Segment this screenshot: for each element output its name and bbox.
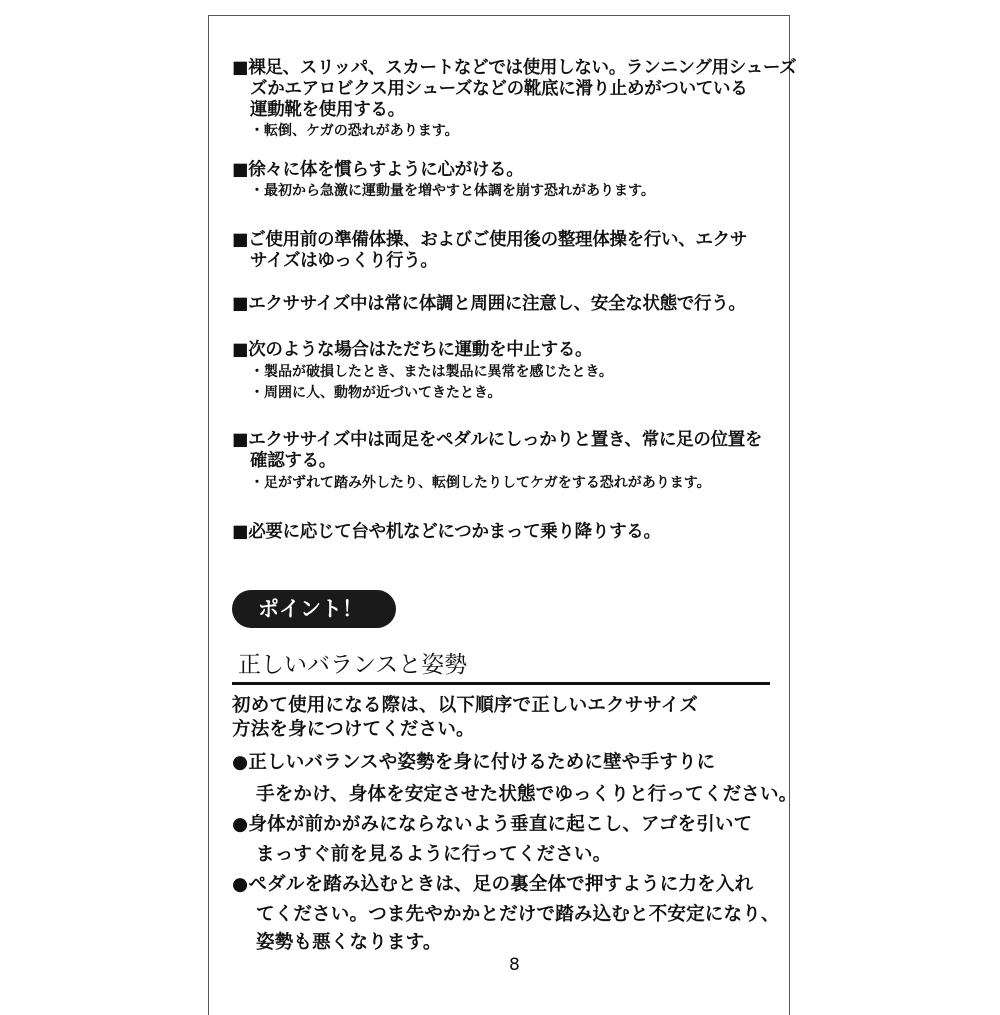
caution-3-line-2: サイズはゆっくり行う。 [250, 251, 438, 271]
caution-2-line-1: ■徐々に体を慣らすように心がける。 [232, 160, 524, 180]
caution-3-line-1: ■ご使用前の準備体操、およびご使用後の整理体操を行い、エクサ [232, 230, 748, 250]
caution-4-line-1: ■エクササイズ中は常に体調と周囲に注意し、安全な状態で行う。 [232, 294, 746, 314]
section-title: 正しいバランスと姿勢 [238, 652, 468, 678]
bullet-2-line-1: ●身体が前かがみにならないよう垂直に起こし、アゴを引いて [232, 814, 753, 835]
bullet-1-line-1: ●正しいバランスや姿勢を身に付けるために壁や手すりに [232, 752, 716, 773]
caution-5-line-1: ■次のような場合はただちに運動を中止する。 [232, 340, 593, 360]
caution-1-line-3: 運動靴を使用する。 [250, 100, 405, 120]
section-divider [232, 682, 770, 685]
caution-1-line-1: ■裸足、スリッパ、スカートなどでは使用しない。ランニング用シューズ [232, 58, 797, 78]
intro-line-2: 方法を身につけてください。 [232, 719, 475, 740]
bullet-3-line-3: 姿勢も悪くなります。 [256, 932, 442, 953]
caution-5-note-1: ・製品が破損したとき、または製品に異常を感じたとき。 [250, 364, 613, 380]
page-number: 8 [509, 955, 520, 975]
caution-7-line-1: ■必要に応じて台や机などにつかまって乗り降りする。 [232, 522, 661, 542]
bullet-2-line-2: まっすぐ前を見るように行ってください。 [256, 844, 612, 865]
bullet-1-line-2: 手をかけ、身体を安定させた状態でゆっくりと行ってください。 [256, 784, 798, 805]
caution-1-note-1: ・転倒、ケガの恐れがあります。 [250, 123, 459, 139]
caution-5-note-2: ・周囲に人、動物が近づいてきたとき。 [250, 385, 502, 401]
caution-1-line-2: ズかエアロビクス用シューズなどの靴底に滑り止めがついている [250, 79, 748, 99]
point-badge: ポイント！ [232, 590, 396, 628]
intro-line-1: 初めて使用になる際は、以下順序で正しいエクササイズ [232, 695, 699, 716]
caution-2-note-1: ・最初から急激に運動量を増やすと体調を崩す恐れがあります。 [250, 183, 655, 199]
bullet-3-line-2: てください。つま先やかかとだけで踏み込むと不安定になり、 [256, 904, 780, 925]
caution-6-note-1: ・足がずれて踏み外したり、転倒したりしてケガをする恐れがあります。 [250, 475, 711, 491]
bullet-3-line-1: ●ペダルを踏み込むときは、足の裏全体で押すように力を入れ [232, 874, 754, 895]
caution-6-line-1: ■エクササイズ中は両足をペダルにしっかりと置き、常に足の位置を [232, 430, 763, 450]
caution-6-line-2: 確認する。 [250, 451, 336, 471]
